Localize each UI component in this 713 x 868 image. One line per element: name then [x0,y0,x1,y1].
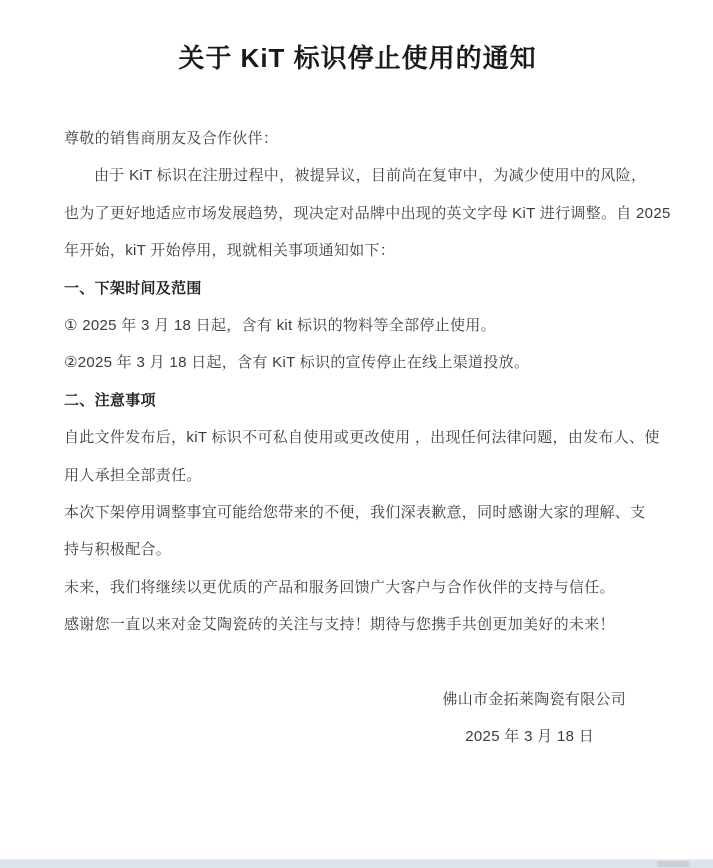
section1-item2: ②2025 年 3 月 18 日起，含有 KiT 标识的宣传停止在线上渠道投放。 [64,354,530,372]
intro-paragraph-line: 由于 KiT 标识在注册过程中，被提异议，目前尚在复审中，为减少使用中的风险， [94,167,647,185]
section1-item1: ① 2025 年 3 月 18 日起，含有 kit 标识的物料等全部停止使用。 [64,317,496,335]
document-body [64,120,671,756]
horizontal-scrollbar-track[interactable] [0,859,713,868]
section2-para2-line: 持与积极配合。 [64,541,172,559]
salutation: 尊敬的销售商朋友及合作伙伴： [64,130,279,147]
section2-para4: 感谢您一直以来对金艾陶瓷砖的关注与支持！期待与您携手共创更加美好的未来！ [64,616,615,634]
section2-para2-line: 本次下架停用调整事宜可能给您带来的不便，我们深表歉意，同时感谢大家的理解、支 [64,504,646,522]
notice-document [64,0,671,756]
page-title: 关于 KiT 标识停止使用的通知 [178,43,537,73]
intro-paragraph-line: 年开始，kiT 开始停用，现就相关事项通知如下： [64,242,396,260]
section2-heading: 二、注意事项 [64,391,156,409]
signature-company: 佛山市金拓莱陶瓷有限公司 [442,691,626,709]
horizontal-scrollbar-thumb[interactable] [657,861,689,867]
spacer-line [64,644,651,681]
section2-para1-line: 自此文件发布后，kiT 标识不可私自使用或更改使用 ，出现任何法律问题，由发布人、使 [64,429,660,447]
section2-para3: 未来，我们将继续以更优质的产品和服务回馈广大客户与合作伙伴的支持与信任。 [64,578,615,596]
section1-heading: 一、下架时间及范围 [64,279,202,297]
section2-para1-line: 用人承担全部责任。 [64,466,202,484]
signature-date: 2025 年 3 月 18 日 [465,728,594,746]
intro-paragraph-line: 也为了更好地适应市场发展趋势，现决定对品牌中出现的英文字母 KiT 进行调整。自 2025 [64,204,671,222]
